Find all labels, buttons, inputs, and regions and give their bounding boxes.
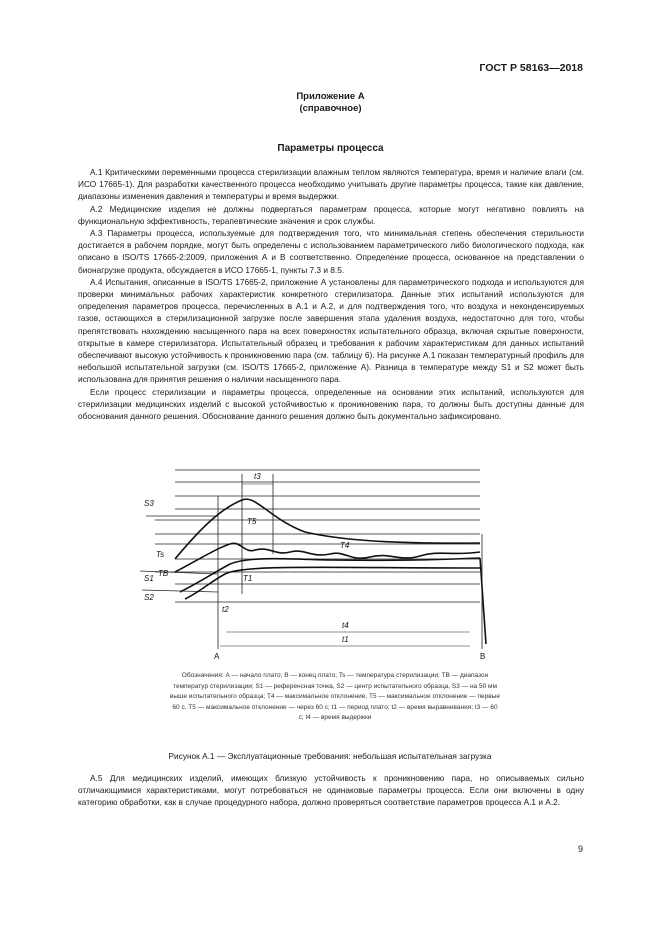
paragraph-a3: А.3 Параметры процесса, используемые для подтверждения того, что минимальная степень обеспечения стерильности достигается в рабочем порядке, могут быть определены с использованием параметрического либо биологического подхода, как описано в ISO/TS 17665-2:2009, приложения А и В соответственно. Определение процесса, основанное на представлении о бионагрузке продукта, обсуждается в ИСО 17665-1, пункты 7.3 и 8.5.: [78, 228, 584, 275]
paragraph-a4-cont: Если процесс стерилизации и параметры процесса, определенные на основании этих испытаний, используются для стерилизации медицинских изделий с высокой устойчивостью к проникновению пара, то должны быть доступны данные для обоснования данного решения. Обоснование данного решения должно быть документально зафиксировано.: [78, 386, 584, 422]
label-t4: t4: [342, 621, 349, 630]
label-a: A: [214, 652, 220, 661]
body-text-a5: [78, 772, 584, 809]
temperature-profile-figure: [130, 464, 500, 664]
annex-title: Приложение А: [296, 91, 365, 102]
body-text: [78, 166, 584, 422]
paragraph-a1: А.1 Критическими переменными процесса стерилизации влажным теплом являются температура, время и наличие влаги (см. ИСО 17665-1). Для разработки качественного процесса необходимо учитывать другие параметры процесса, такие как давление, диапазоны изменения давления и температуры и время выдержки.: [78, 167, 584, 202]
standard-header: ГОСТ Р 58163—2018: [479, 62, 583, 74]
label-s2: S2: [144, 593, 154, 602]
annex-heading: [0, 91, 661, 115]
section-title: Параметры процесса: [277, 143, 384, 154]
label-tb: TB: [158, 569, 169, 578]
page-number: 9: [577, 844, 583, 854]
figure-legend: Обозначения: А — начало плато; В — конец плато; Ts — температура стерилизации; TB — диапазон температур стерилизации; S1 — референсная точка, S2 — центр испытательного образца, S3 — на 50 мм выше испытательного образца; T4 — максимальное отклонение, T5 — максимальное отклонение — первые 60 с. T5 — максимальное отклонение — через 60 с; t1 — период плато; t2 — время выравнивания; t3 — 60 с; t4 — время выдержки: [170, 672, 500, 721]
label-t3: t3: [254, 472, 261, 481]
label-s1: S1: [144, 574, 154, 583]
figure-caption: Рисунок А.1 — Эксплуатационные требования: небольшая испытательная загрузка: [168, 751, 492, 761]
label-t1: t1: [342, 635, 349, 644]
annex-subtitle: (справочное): [299, 103, 362, 114]
label-b: B: [480, 652, 486, 661]
label-t4-big: T4: [340, 541, 350, 550]
paragraph-a4: А.4 Испытания, описанные в ISO/TS 17665-2, приложение А установлены для параметрического подхода и используются для проверки минимальных рабочих характеристик конкретного стерилизатора. Данные этих испытаний используются для определения параметров процесса, перечисленных в А.1 и А.2, и для подтверждения того, что воздуха и неконденсируемых газов, остающихся в стерилизационной загрузке после завершения этапа удаления воздуха, недостаточно для того, чтобы препятствовать нахождению насыщенного пара на всех поверхностях испытательного образца, включая скрытые поверхности, открытые в камере стерилизатора. Испытательный образец и требования к рабочим характеристикам для данных испытаний обеспечивают высокую устойчивость к проникновению пара (см. таблицу 6). На рисунке А.1 показан температурный профиль для небольшой испытательной загрузки (см. ISO/TS 17665-2, приложение А). Разница в температуре между S1 и S2 может быть использована для принятия решения о наличии насыщенного пара.: [78, 276, 584, 385]
paragraph-a2: А.2 Медицинские изделия не должны подвергаться параметрам процесса, которые могут негативно повлиять на функциональную эффективность, терапевтические значения и срок службы.: [78, 203, 584, 226]
label-t2: t2: [222, 605, 229, 614]
label-t1-big: T1: [243, 574, 253, 583]
label-s3: S3: [144, 499, 154, 508]
label-ts: Ts: [156, 550, 165, 559]
label-t5: T5: [247, 517, 257, 526]
paragraph-a5: А.5 Для медицинских изделий, имеющих близкую устойчивость к проникновению пара, но описываемых сильно отличающимися характеристиками, могут потребоваться не одинаковые параметры процесса. Если они включены в одну категорию обработки, как в случае процедурного набора, должно проверяться соответствие параметров процесса А.1 и А.2.: [78, 773, 584, 808]
